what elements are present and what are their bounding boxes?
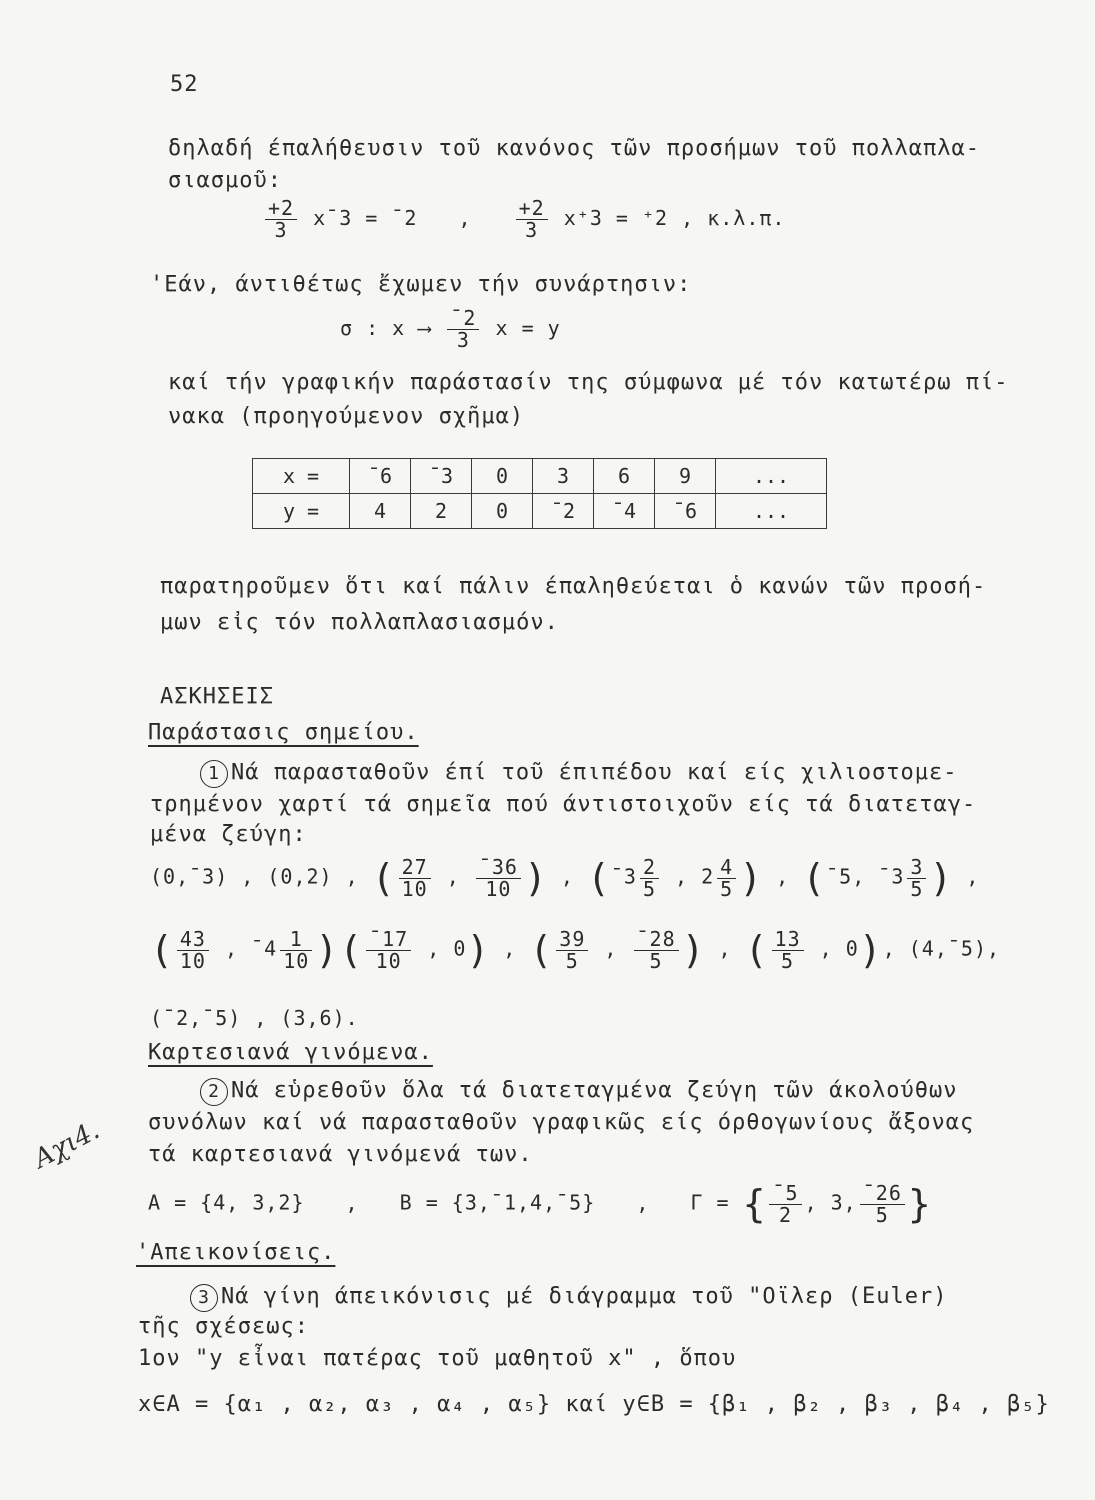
exercise-1-line-3: μένα ζεύγη:: [150, 822, 307, 847]
handwritten-margin-note: Αχι4.: [29, 1115, 105, 1175]
observe-line-1: παρατηροῦμεν ὅτι καί πάλιν έπαληθεύεται ὁ κανών τῶν προσή-: [160, 574, 987, 599]
fraction: $\frac{¯26}{5}$: [860, 1183, 905, 1226]
sets-row: A = {4, 3,2} , B = {3,¯1,4,¯5} , Γ = { $\frac{¯5}{2}$ , 3, $\frac{¯26}{5}$ }: [148, 1180, 932, 1227]
table-cell: 0: [472, 459, 533, 494]
zero: 0: [453, 936, 467, 961]
graph-text-line-2: νακα (προηγούμενον σχῆμα): [168, 404, 525, 429]
point: , (0,2) ,: [241, 864, 359, 889]
section-1-title: Παράστασις σημείου.: [148, 720, 419, 745]
fraction: $\frac{43}{10}$: [177, 929, 209, 972]
fraction: $\frac{¯17}{10}$: [366, 929, 411, 972]
points-row-3: (¯2,¯5) , (3,6).: [150, 1006, 359, 1030]
exercise-number-circle: 2: [200, 1078, 228, 1106]
exercise-1-text: Νά παρασταθοῦν έπί τοῦ έπιπέδου καί είς χιλιοστομε-: [231, 760, 958, 785]
fraction: $\frac{+2}{3}$: [516, 198, 548, 241]
page-number: 52: [170, 72, 199, 97]
set-g-middle: , 3,: [804, 1190, 857, 1215]
table-cell: ¯6: [655, 494, 716, 529]
table-cell: 3: [533, 459, 594, 494]
intro-line-2: σιασμοῦ:: [168, 168, 282, 193]
exercise-2-line-1: [200, 1078, 958, 1106]
separator: ,: [458, 206, 472, 230]
table-cell: 0: [472, 494, 533, 529]
table-cell: ¯3: [411, 459, 472, 494]
y-label: y =: [253, 494, 350, 529]
fraction: $\frac{3}{5}$: [907, 857, 926, 900]
point: (0,¯3): [150, 864, 229, 889]
point: , (4,¯5),: [882, 936, 1001, 961]
fraction: $\frac{¯5}{2}$: [769, 1183, 801, 1226]
set-g-label: Γ =: [690, 1190, 730, 1215]
set-b: B = {3,¯1,4,¯5}: [399, 1190, 596, 1215]
exercise-3-text: Νά γίνη άπεικόνισις μέ διάγραμμα τοῦ "Οϊλερ (Euler): [221, 1284, 948, 1309]
fraction: $\frac{2}{5}$: [640, 857, 659, 900]
exercise-2-text: Νά εὑρεθοῦν ὅλα τά διατεταγμένα ζεύγη τῶν άκολούθων: [231, 1078, 958, 1103]
values-table: [252, 458, 827, 529]
exercise-1-line-2: τρημένον χαρτί τά σημεῖα πού άντιστοιχοῦν είς τά διατεταγ-: [150, 792, 977, 817]
points-row-1: (0,¯3) , (0,2) , ( $\frac{27}{10}$ , $\frac{¯36}{10}$ ) , (¯3 $\frac{2}{5}$ , 2 $\frac{4}{5}$ ) , (¯5, ¯3 $\frac{3}{5}$ ) ,: [150, 854, 980, 901]
exercise-number-circle: 3: [190, 1284, 218, 1312]
table-cell: 6: [594, 459, 655, 494]
exercise-2-line-2: συνόλων καί νά παρασταθοῦν γραφικῶς είς όρθογωνίους ἄξονας: [148, 1110, 975, 1135]
function-lhs: σ : x ⟶: [340, 316, 432, 340]
table-row: [253, 459, 827, 494]
section-3-title: 'Απεικονίσεις.: [136, 1240, 336, 1265]
table-cell: ¯2: [533, 494, 594, 529]
exercise-3-line-3: 1ον "y εἶναι πατέρας τοῦ μαθητοῦ x" , ὅπου: [138, 1346, 737, 1371]
function-formula: [340, 308, 561, 351]
fraction: $\frac{27}{10}$: [399, 857, 431, 900]
mixed-whole: ¯5, ¯3: [826, 864, 905, 889]
example-1-rest: x¯3 = ¯2: [313, 206, 418, 230]
fraction: $\frac{39}{5}$: [556, 929, 588, 972]
function-intro: 'Εάν, άντιθέτως ἔχωμεν τήν συνάρτησιν:: [150, 272, 692, 297]
section-2-title: Καρτεσιανά γινόμενα.: [148, 1040, 433, 1065]
table-cell: 9: [655, 459, 716, 494]
exercise-3-line-2: τῆς σχέσεως:: [138, 1314, 309, 1339]
mixed-whole: 2: [701, 864, 715, 889]
intro-line-1: δηλαδή έπαλήθευσιν τοῦ κανόνος τῶν προσήμων τοῦ πολλαπλα-: [168, 136, 980, 161]
table-cell: ...: [716, 459, 827, 494]
sign-examples: [262, 198, 785, 241]
etc-text: , κ.λ.π.: [681, 206, 786, 230]
fraction: $\frac{¯36}{10}$: [476, 857, 521, 900]
exercise-2-line-3: τά καρτεσιανά γινόμενά των.: [148, 1142, 533, 1167]
exercise-number-circle: 1: [200, 760, 228, 788]
table-cell: ¯6: [350, 459, 411, 494]
observe-line-2: μων εἰς τόν πολλαπλασιασμόν.: [160, 610, 559, 635]
fraction: $\frac{+2}{3}$: [265, 198, 297, 241]
exercises-heading: ΑΣΚΗΣΕΙΣ: [160, 684, 274, 709]
mixed-whole: ¯4: [251, 936, 278, 961]
x-label: x =: [253, 459, 350, 494]
fraction: $\frac{4}{5}$: [717, 857, 736, 900]
fraction: $\frac{13}{5}$: [772, 929, 804, 972]
fraction: $\frac{1}{10}$: [280, 929, 312, 972]
table-cell: 4: [350, 494, 411, 529]
exercise-3-line-4: x∈A = {α₁ , α₂, α₃ , α₄ , α₅} καί y∈B = {β₁ , β₂ , β₃ , β₄ , β₅}: [138, 1392, 1050, 1417]
graph-text-line-1: καί τήν γραφικήν παράστασίν της σύμφωνα μέ τόν κατωτέρω πί-: [168, 370, 1009, 395]
exercise-3-line-1: [190, 1284, 948, 1312]
fraction: $\frac{¯28}{5}$: [634, 929, 679, 972]
set-a: A = {4, 3,2}: [148, 1190, 305, 1215]
table-cell: 2: [411, 494, 472, 529]
exercise-1-line-1: [200, 760, 958, 788]
table-cell: ¯4: [594, 494, 655, 529]
zero: 0: [845, 936, 859, 961]
points-row-2: ( $\frac{43}{10}$ , ¯4 $\frac{1}{10}$ )( $\frac{¯17}{10}$ , 0) , ( $\frac{39}{5}$ , $\frac{¯28}{5}$ ) , ( $\frac{13}{5}$ , 0), (4,¯5),: [150, 926, 1001, 973]
fraction: $\frac{¯2}{3}$: [447, 308, 479, 351]
table-row: [253, 494, 827, 529]
table-cell: ...: [716, 494, 827, 529]
function-rhs: x = y: [495, 316, 561, 340]
mixed-whole: ¯3: [610, 864, 637, 889]
example-2-rest: x⁺3 = ⁺2: [563, 206, 669, 230]
